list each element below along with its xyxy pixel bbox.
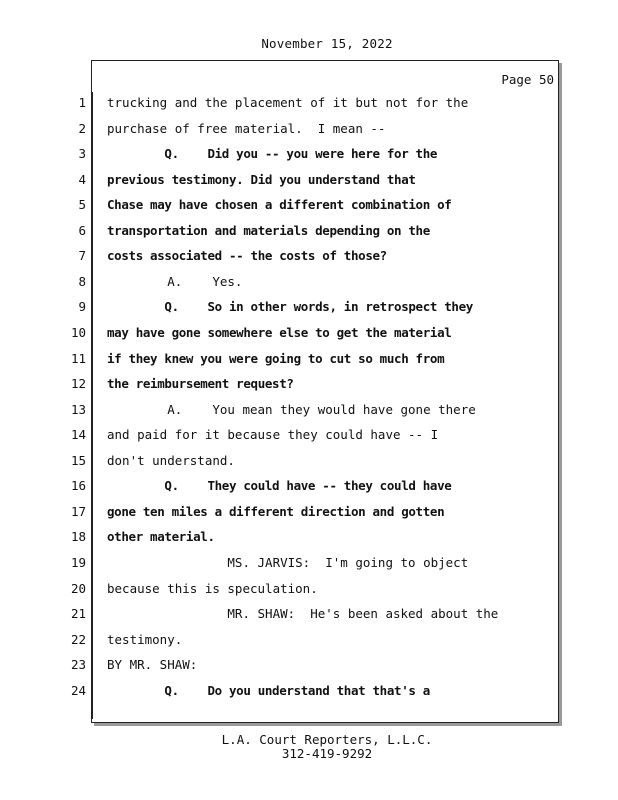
line-number: 20	[70, 580, 86, 596]
line-number: 17	[70, 503, 86, 519]
line-number-margin-rule	[92, 92, 93, 719]
transcript-line-text: gone ten miles a different direction and gotten	[107, 503, 445, 519]
line-number: 11	[70, 350, 86, 366]
footer-company: L.A. Court Reporters, L.L.C.	[221, 732, 433, 747]
transcript-line-text: A. Yes.	[107, 273, 243, 289]
line-number: 14	[70, 427, 86, 443]
transcript-line-text: other material.	[107, 529, 215, 545]
transcript-line-text: testimony.	[107, 631, 183, 647]
footer	[0, 733, 618, 761]
line-number: 24	[70, 682, 86, 698]
transcript-line-text: Q. Do you understand that that's a	[107, 682, 430, 698]
header-date: November 15, 2022	[261, 36, 393, 51]
line-number: 2	[78, 120, 86, 136]
line-number: 22	[70, 631, 86, 647]
transcript-line-text: don't understand.	[107, 452, 235, 468]
line-number: 6	[78, 222, 86, 238]
transcript-line-text: Q. They could have -- they could have	[107, 478, 452, 494]
line-number: 12	[70, 376, 86, 392]
line-number: 8	[78, 273, 86, 289]
line-number: 15	[70, 452, 86, 468]
line-number: 21	[70, 606, 86, 621]
transcript-line-text: MR. SHAW: He's been asked about the	[107, 606, 499, 621]
transcript-line-text: MS. JARVIS: I'm going to object	[107, 554, 469, 570]
line-number: 16	[70, 478, 86, 494]
transcript-line-text: transportation and materials depending on the	[107, 222, 430, 238]
line-number: 4	[78, 171, 86, 187]
transcript-line-text: trucking and the placement of it but not for the	[107, 95, 469, 110]
transcript-line-text: the reimbursement request?	[107, 376, 294, 392]
transcript-line-text: costs associated -- the costs of those?	[107, 248, 387, 264]
line-number: 23	[70, 657, 86, 673]
transcript-line-text: purchase of free material. I mean --	[107, 120, 386, 136]
transcript-line-text: A. You mean they would have gone there	[107, 401, 476, 417]
line-number: 10	[70, 325, 86, 340]
line-number: 3	[78, 146, 86, 162]
line-number: 5	[78, 197, 86, 213]
line-number: 19	[70, 554, 86, 570]
transcript-line-text: if they knew you were going to cut so much from	[107, 350, 445, 366]
transcript-line-text: Q. So in other words, in retrospect they	[107, 299, 473, 315]
footer-phone: 312-419-9292	[281, 746, 373, 761]
line-number: 7	[78, 248, 86, 264]
transcript-line-text: may have gone somewhere else to get the material	[107, 325, 452, 340]
line-number: 1	[78, 95, 86, 110]
line-number: 13	[70, 401, 86, 417]
transcript-line-text: Chase may have chosen a different combination of	[107, 197, 452, 213]
transcript-line-text: and paid for it because they could have -- I	[107, 427, 439, 443]
page-number: Page 50	[501, 72, 554, 87]
transcript-line-text: because this is speculation.	[107, 580, 318, 596]
transcript-line-text: previous testimony. Did you understand that	[107, 171, 416, 187]
transcript-line-text: BY MR. SHAW:	[107, 657, 198, 673]
line-number: 18	[70, 529, 86, 545]
transcript-line-text: Q. Did you -- you were here for the	[107, 146, 438, 162]
line-number: 9	[78, 299, 86, 315]
